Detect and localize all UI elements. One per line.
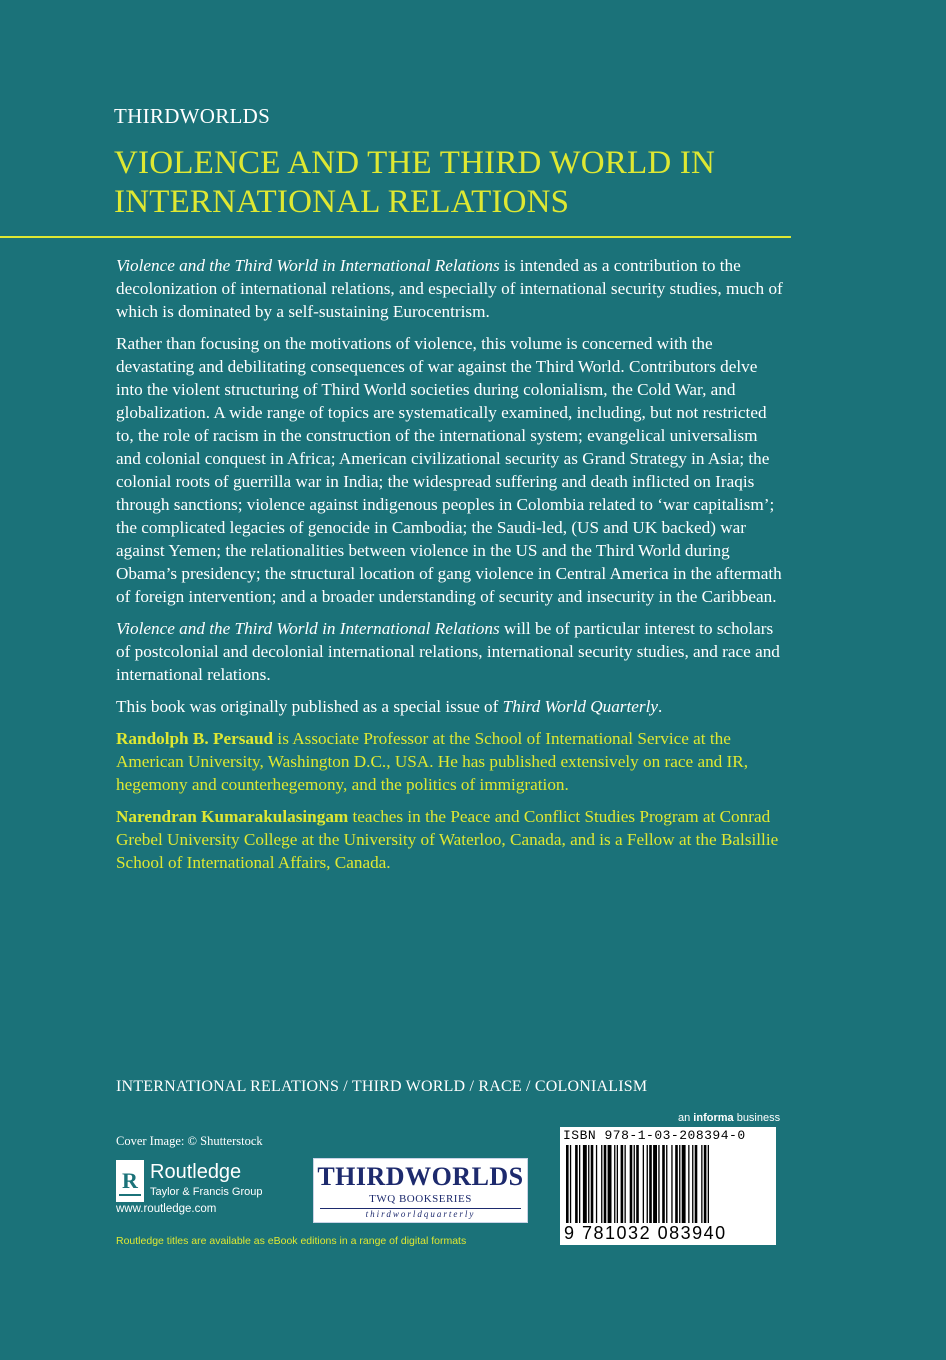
isbn-number: ISBN 978-1-03-208394-0 <box>563 1128 746 1143</box>
author-bio-text: is Associate Professor at the School of International Service at the American University, Washington D.C., USA. He has published extensively on race and IR, hegemony and counterhegemony, and the politics of immigration. <box>116 729 749 794</box>
book-title: VIOLENCE AND THE THIRD WORLD IN INTERNATIONAL RELATIONS <box>114 145 716 220</box>
informa-prefix: an <box>678 1112 694 1124</box>
publisher-group: Taylor & Francis Group <box>150 1186 263 1198</box>
barcode-bar <box>666 1145 667 1223</box>
description-text: will be of particular interest to scholars of postcolonial and decolonial international relations, international security studies, and race and international relations. <box>116 619 780 684</box>
barcode-bar <box>704 1145 707 1223</box>
isbn-barcode <box>560 1127 776 1245</box>
author-bio-text: teaches in the Peace and Conflict Studies Program at Conrad Grebel University College at the University of Waterloo, Canada, and is a Fellow at the Balsillie School of International Affairs, Canada. <box>116 807 779 872</box>
barcode-bars <box>566 1145 770 1223</box>
series-logo-title: THIRDWORLDS <box>317 1162 524 1191</box>
author-bio-2 <box>116 805 784 874</box>
barcode-bar <box>647 1145 648 1223</box>
barcode-bar <box>658 1145 659 1223</box>
barcode-bar <box>617 1145 618 1223</box>
barcode-bar <box>591 1145 594 1223</box>
description-text: is intended as a contribution to the decolonization of international relations, and especially of international security studies, much of which is dominated by a self-sustaining Eurocentrism. <box>116 256 783 321</box>
barcode-bar <box>653 1145 657 1223</box>
barcode-bar <box>601 1145 602 1223</box>
barcode-bar <box>596 1145 597 1223</box>
informa-business <box>678 1112 780 1124</box>
routledge-logo <box>116 1160 286 1202</box>
barcode-bar <box>708 1145 709 1223</box>
publisher-name: Routledge <box>150 1161 242 1183</box>
book-title-italic: Violence and the Third World in International Relations <box>116 619 500 638</box>
informa-suffix: business <box>733 1112 781 1124</box>
barcode-bar <box>682 1145 686 1223</box>
barcode-bar <box>575 1145 578 1223</box>
publisher-website: www.routledge.com <box>116 1203 217 1215</box>
barcode-bar <box>679 1145 680 1223</box>
series-label: THIRDWORLDS <box>114 104 271 128</box>
series-logo-subtitle: TWQ BOOKSERIES <box>369 1193 472 1205</box>
barcode-bar <box>583 1145 587 1223</box>
barcode-bar <box>695 1145 698 1223</box>
ebook-note: Routledge titles are available as eBook editions in a range of digital formats <box>116 1235 467 1247</box>
book-title-italic: Violence and the Third World in International Relations <box>116 256 500 275</box>
subject-categories: INTERNATIONAL RELATIONS / THIRD WORLD / RACE / COLONIALISM <box>116 1078 648 1095</box>
barcode-bar <box>566 1145 569 1223</box>
ean-digits: 9 781032 083940 <box>564 1223 727 1243</box>
barcode-bar <box>608 1145 612 1223</box>
cover-image-credit: Cover Image: © Shutterstock <box>116 1134 263 1148</box>
punctuation: . <box>658 697 663 716</box>
barcode-bar <box>570 1145 571 1223</box>
svg-text:R: R <box>122 1168 138 1193</box>
barcode-bar <box>621 1145 624 1223</box>
description-paragraph-4 <box>116 695 784 718</box>
description-text: This book was originally published as a special issue of <box>116 697 503 716</box>
barcode-bar <box>662 1145 665 1223</box>
author-name: Narendran Kumarakulasingam <box>116 807 349 826</box>
thirdworlds-series-logo <box>313 1158 528 1223</box>
barcode-bar <box>625 1145 626 1223</box>
barcode-bar <box>675 1145 678 1223</box>
barcode-bar <box>636 1145 639 1223</box>
journal-title: Third World Quarterly <box>502 697 658 716</box>
author-bio-1 <box>116 727 784 796</box>
description-block <box>116 254 784 883</box>
barcode-bar <box>579 1145 580 1223</box>
barcode-bar <box>614 1145 615 1223</box>
description-paragraph-3 <box>116 617 784 686</box>
barcode-bar <box>604 1145 607 1223</box>
barcode-bar <box>692 1145 693 1223</box>
description-paragraph-1 <box>116 254 784 323</box>
routledge-mark-icon <box>116 1160 144 1202</box>
description-paragraph-2: Rather than focusing on the motivations of violence, this volume is concerned with the devastating and debilitating consequences of war against the Third World. Contributors delve into the violent structuring of Third World societies during colonialism, the Cold War, and globalization. A wide range of topics are systematically examined, including, but not restricted to, the role of racism in the construction of the international system; evangelical universalism and colonial conquest in Africa; American civilizational security as Grand Strategy in Asia; the colonial roots of guerrilla war in India; the widespread suffering and death inflicted on Iraqis through sanctions; violence against indigenous peoples in Colombia related to ‘war capitalism’; the complicated legacies of genocide in Cambodia; the Saudi-led, (US and UK backed) war against Yemen; the relationalities between violence in the US and the Third World during Obama’s presidency; the structural location of gang violence in Central America in the aftermath of foreign intervention; and a broader understanding of security and insecurity in the Caribbean. <box>116 334 782 606</box>
barcode-bar <box>688 1145 689 1223</box>
informa-name: informa <box>693 1112 734 1124</box>
author-name: Randolph B. Persaud <box>116 729 274 748</box>
barcode-bar <box>701 1145 702 1223</box>
barcode-bar <box>649 1145 652 1223</box>
series-logo-tagline: thirdworldquarterly <box>320 1208 521 1221</box>
barcode-bar <box>634 1145 635 1223</box>
title-divider <box>0 236 791 238</box>
barcode-bar <box>588 1145 589 1223</box>
barcode-bar <box>643 1145 644 1223</box>
barcode-bar <box>671 1145 672 1223</box>
barcode-bar <box>630 1145 633 1223</box>
